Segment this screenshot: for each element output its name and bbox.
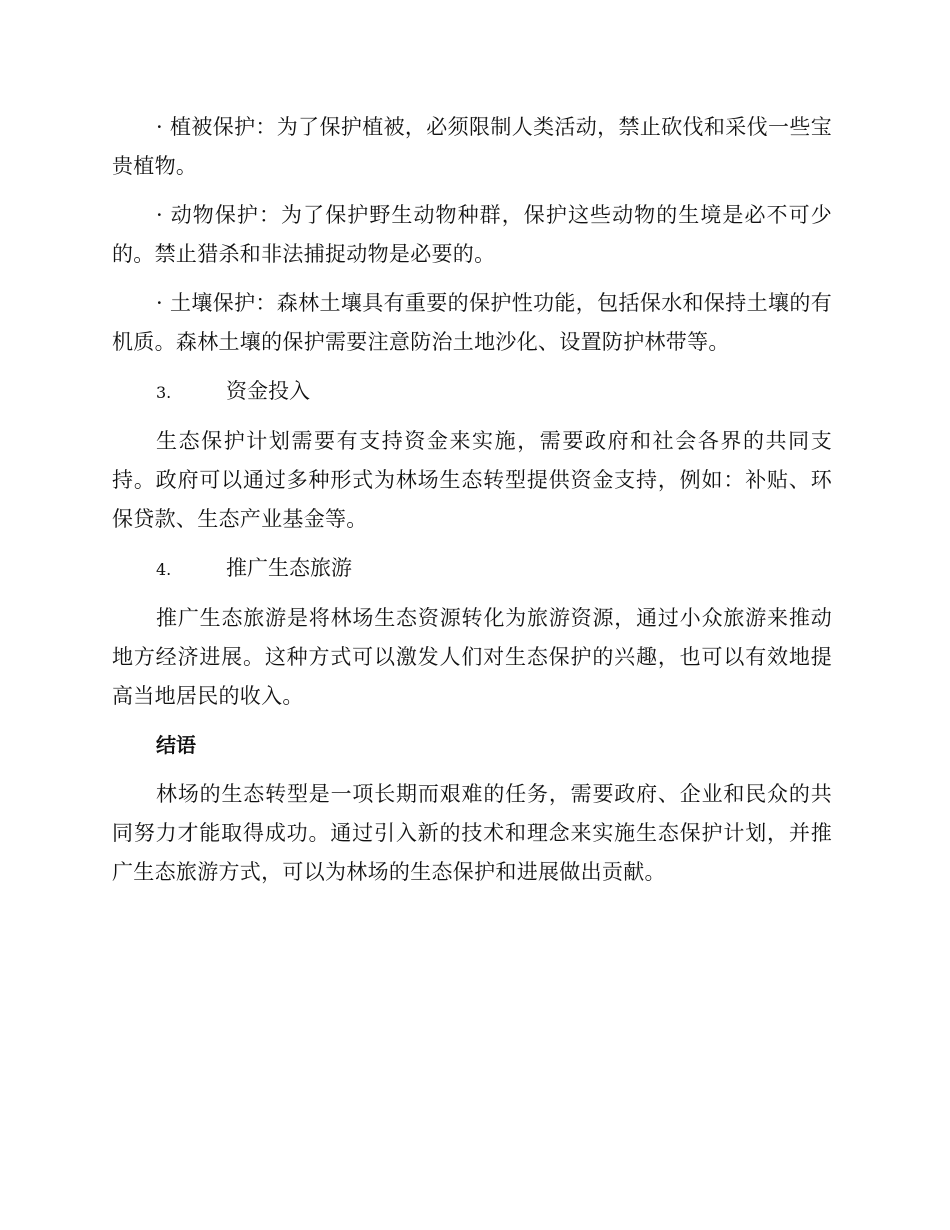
section-number: 3. xyxy=(156,383,172,402)
section-number: 4. xyxy=(156,560,172,579)
section-title: 推广生态旅游 xyxy=(226,556,352,580)
section-title: 资金投入 xyxy=(226,379,310,403)
document-page xyxy=(112,108,832,902)
paragraph-animal-protection: · 动物保护：为了保护野生动物种群，保护这些动物的生境是必不可少的。禁止猎杀和非法捕捉动物是必要的。 xyxy=(112,203,832,266)
paragraph-vegetation-protection: · 植被保护：为了保护植被，必须限制人类活动，禁止砍伐和采伐一些宝贵植物。 xyxy=(112,115,832,178)
section-heading-tourism xyxy=(112,549,832,589)
paragraph-conclusion: 林场的生态转型是一项长期而艰难的任务，需要政府、企业和民众的共同努力才能取得成功。通过引入新的技术和理念来实施生态保护计划，并推广生态旅游方式，可以为林场的生态保护和进展做出贡献。 xyxy=(112,782,832,884)
heading-conclusion: 结语 xyxy=(156,733,196,757)
paragraph-tourism: 推广生态旅游是将林场生态资源转化为旅游资源，通过小众旅游来推动地方经济进展。这种方式可以激发人们对生态保护的兴趣，也可以有效地提高当地居民的收入。 xyxy=(112,606,832,708)
paragraph-soil-protection: · 土壤保护：森林土壤具有重要的保护性功能，包括保水和保持土壤的有机质。森林土壤的保护需要注意防治土地沙化、设置防护林带等。 xyxy=(112,291,832,354)
section-heading-funding xyxy=(112,372,832,412)
paragraph-funding: 生态保护计划需要有支持资金来实施，需要政府和社会各界的共同支持。政府可以通过多种形式为林场生态转型提供资金支持，例如：补贴、环保贷款、生态产业基金等。 xyxy=(112,429,832,531)
